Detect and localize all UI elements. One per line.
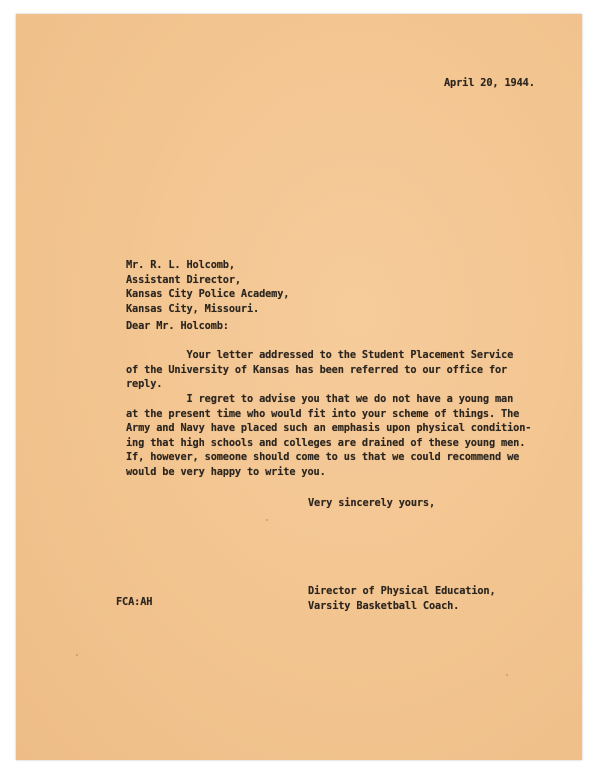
address-line: Mr. R. L. Holcomb,: [126, 259, 235, 271]
closing: Very sincerely yours,: [308, 497, 436, 509]
paragraph-line: at the present time who would fit into your scheme of things. The: [126, 407, 520, 420]
paragraph-line: Army and Navy have placed such an emphasis upon physical condition-: [126, 422, 532, 434]
address-line: Assistant Director,: [126, 273, 241, 286]
paper-speck: [266, 519, 268, 521]
paragraph-line: If, however, someone should come to us that we could recommend we: [126, 451, 520, 463]
recipient-address: [126, 258, 289, 316]
reference-initials: FCA:AH: [116, 596, 153, 608]
paragraph-line: reply.: [126, 378, 163, 390]
letter-date: April 20, 1944.: [444, 77, 535, 89]
letter-page: [16, 14, 582, 760]
signature-block: [308, 584, 496, 613]
paragraph-line: ing that high schools and colleges are drained of these young men.: [126, 436, 526, 449]
address-line: Kansas City Police Academy,: [126, 288, 290, 300]
paper-speck: [176, 459, 178, 461]
body-paragraph-2: [126, 392, 531, 479]
paragraph-line: Your letter addressed to the Student Placement Service: [126, 349, 514, 361]
body-paragraph-1: [126, 348, 513, 392]
signature-line: Director of Physical Education,: [308, 585, 496, 597]
paragraph-line: of the University of Kansas has been referred to our office for: [126, 363, 508, 376]
paragraph-line: would be very happy to write you.: [126, 465, 326, 478]
salutation: Dear Mr. Holcomb:: [126, 320, 229, 332]
signature-line: Varsity Basketball Coach.: [308, 599, 460, 612]
paper-speck: [76, 654, 78, 656]
paragraph-line: I regret to advise you that we do not have a young man: [126, 393, 514, 405]
address-line: Kansas City, Missouri.: [126, 302, 260, 315]
paper-speck: [506, 674, 508, 676]
